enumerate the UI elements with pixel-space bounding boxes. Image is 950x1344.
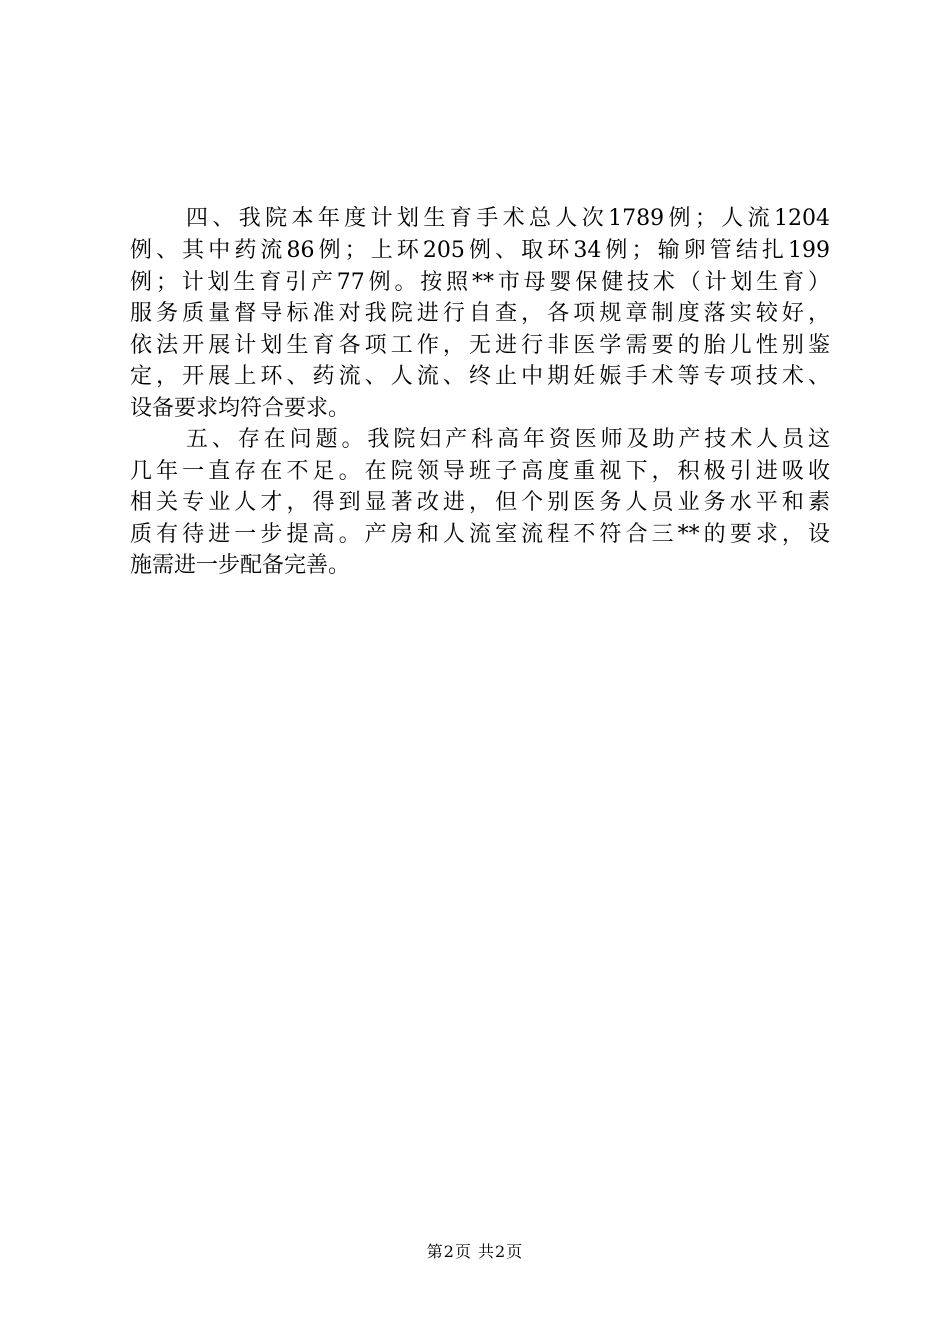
paragraph-1-line-3: 例；计划生育引产77例。按照**市母婴保健技术（计划生育） [130,270,830,295]
paragraph-2-line-1: 五、存在问题。我院妇产科高年资医师及助产技术人员这 [186,427,830,452]
paragraph-1-line-6: 定，开展上环、药流、人流、终止中期妊娠手术等专项技术、 [130,364,830,389]
paragraph-1-line-5: 依法开展计划生育各项工作，无进行非医学需要的胎儿性别鉴 [130,333,830,358]
paragraph-1-line-1: 四、我院本年度计划生育手术总人次1789例；人流1204 [186,206,830,231]
paragraph-1-line-4: 服务质量督导标准对我院进行自查，各项规章制度落实较好， [130,301,830,326]
page-number-footer: 第2页 共2页 [426,1242,524,1261]
paragraph-2-line-2: 几年一直存在不足。在院领导班子高度重视下，积极引进吸收 [130,459,830,484]
paragraph-2-line-3: 相关专业人才，得到显著改进，但个别医务人员业务水平和素 [130,490,830,515]
paragraph-1-line-2: 例、其中药流86例；上环205例、取环34例；输卵管结扎199 [130,238,830,263]
paragraph-1-line-7: 设备要求均符合要求。 [130,396,351,421]
paragraph-2-line-5: 施需进一步配备完善。 [130,553,351,578]
paragraph-2-line-4: 质有待进一步提高。产房和人流室流程不符合三**的要求，设 [130,522,830,547]
